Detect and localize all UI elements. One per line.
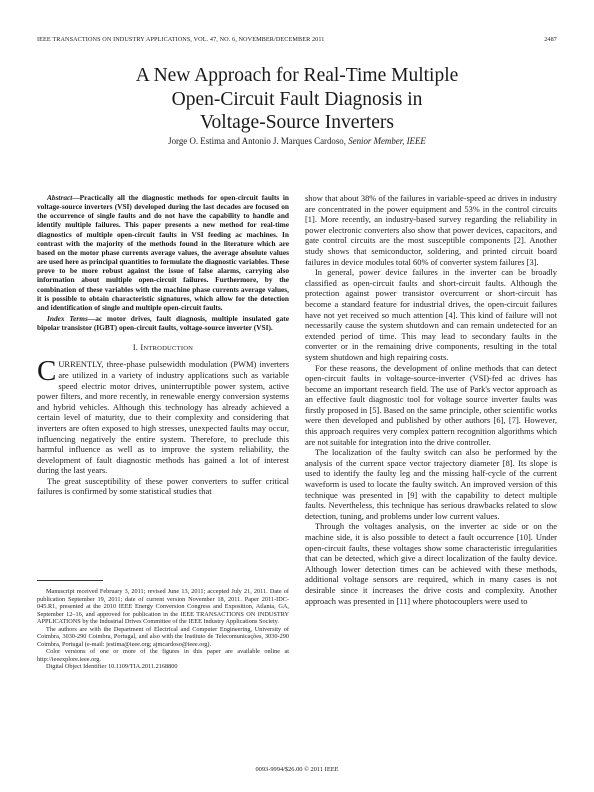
footnote-color: Color versions of one or more of the figures in this paper are available online at http://ieeexplore.ieee.org. (37, 648, 289, 663)
index-terms-lead: Index Terms (47, 314, 88, 324)
section-numeral: I. I (132, 343, 144, 353)
footnotes (37, 588, 289, 671)
abstract-text: —Practically all the diagnostic methods for open-circuit faults in voltage-source inverters (VSI) developed during the last decades are focused on the occurrence of single faults and do not have the capability to handle and identify multiple failures. This paper presents a new method for real-time diagnostics of multiple open-circuit faults in VSI feeding ac machines. In contrast with the majority of the methods found in the literature which are based on the motor phase currents average values, the average absolute values are used here as principal quantities to formulate the diagnostic variables. These prove to be more robust against the issue of false alarms, carrying also information about multiple open-circuit failures. Furthermore, by the combination of these variables with the machine phase currents average values, it is possible to obtain characteristic signatures, which allow for the detection and identification of single and multiple open-circuit faults. (37, 193, 289, 312)
intro-paragraph-3: show that about 38% of the failures in variable-speed ac drives in industry are concentrated in the power equipment and 53% in the control circuits [1]. More recently, an industry-based survey regarding the reliability in power electronic converters also show that power devices, capacitors, and gate control circuits are the most susceptible components [2]. Another study shows that semiconductor, soldering, and printed circuit board failures in device modules total 60% of converter system failures [3]. (305, 193, 557, 267)
footnote-doi: Digital Object Identifier 10.1109/TIA.2011.2168800 (46, 663, 178, 671)
journal-header: IEEE TRANSACTIONS ON INDUSTRY APPLICATIONS, VOL. 47, NO. 6, NOVEMBER/DECEMBER 2011 (37, 36, 325, 43)
drop-cap: C (37, 355, 57, 388)
right-column (305, 193, 557, 606)
author-names: Jorge O. Estima and Antonio J. Marques Cardoso, (168, 136, 346, 146)
left-column (37, 193, 289, 497)
footnote-divider (37, 580, 103, 581)
title-line-1: A New Approach for Real-Time Multiple (135, 65, 459, 86)
footnote-affiliation: The authors are with the Department of Electrical and Computer Engineering, University of Coimbra, 3030-290 Coimbra, Portugal, and also with the Instituto de Telecomunicações, 3030-290 Coimbra, Portugal (e-mail: jestima@ieee.org; ajmcardoso@ieee.org). (37, 625, 289, 648)
abstract (37, 193, 289, 312)
running-header (37, 36, 557, 46)
title-line-2: Open-Circuit Fault Diagnosis in (171, 88, 423, 110)
intro-paragraph-5: For these reasons, the development of online methods that can detect open-circuit faults in voltage-source-inverter (VSI)-fed ac drives has become an important research field. The use of Park's vector approach as an effective fault diagnostic tool for voltage source inverter faults was firstly proposed in [5]. Based on the same principle, other scientific works were then developed and published by other authors [6], [7]. However, this approach requires very complex pattern recognition algorithms which are not suitable for integration into the drive controller. (305, 362, 557, 447)
intro-paragraph-4: In general, power device failures in the inverter can be broadly classified as open-circuit faults and short-circuit faults. Although the protection against power transistor overcurrent or short-circuit has become a standard feature for industrial drives, the open-circuit failures have not yet received so much attention [4]. This kind of failure will not necessarily cause the system shutdown and can remain undetected for an extended period of time. This may lead to secondary faults in the converter or in the remaining drive components, resulting in the total system shutdown and high repairing costs. (305, 267, 557, 362)
section-heading-introduction (37, 343, 289, 352)
author-line (40, 136, 554, 146)
abstract-lead: Abstract (47, 193, 73, 202)
paper-title (60, 64, 534, 135)
intro-paragraph-2: The great susceptibility of these power converters to suffer critical failures is confirmed by some statistical studies that (37, 475, 289, 497)
author-grade: Senior Member, IEEE (348, 136, 426, 146)
index-terms-text: —ac motor drives, fault diagnosis, multiple insulated gate bipolar transistor (IGBT) open-circuit faults, voltage-source inverter (VSI). (37, 314, 289, 333)
intro-paragraph-1 (37, 355, 289, 476)
index-terms (37, 314, 289, 332)
intro-paragraph-7: Through the voltages analysis, on the inverter ac side or on the machine side, it is also possible to detect a fault occurrence [10]. Under open-circuit faults, these voltages show some characteristic irregularities that can be detected, which give a direct localization of the faulty device. Although lower detection times can be achieved with these methods, additional voltage sensors are required, which in many cases is not desirable since it increases the drive costs and complexity. Another approach was presented in [11] where photocouplers were used to (305, 521, 557, 606)
footnote-manuscript: Manuscript received February 3, 2011; revised June 13, 2011; accepted July 21, 2011. Date of publication September 19, 2011; date of current version November 18, 2011. Paper 2011-IDC-045.R1, presented at the 2010 IEEE Energy Conversion Congress and Exposition, Atlanta, GA, September 12–16, and approved for publication in the IEEE TRANSACTIONS ON INDUSTRY APPLICATIONS by the Industrial Drives Committee of the IEEE Industry Applications Society. (37, 588, 289, 626)
copyright-footer: 0093-9994/$26.00 © 2011 IEEE (255, 766, 339, 773)
section-heading-rest: NTRODUCTION (143, 345, 194, 353)
title-line-3: Voltage-Source Inverters (199, 112, 395, 133)
intro-paragraph-6: The localization of the faulty switch can also be performed by the analysis of the current space vector trajectory diameter [8]. Its slope is used to identify the faulty leg and the missing half-cycle of the current waveform is used to locate the faulty switch. An improved version of this technique was presented in [9] with the capability to detect multiple faults. Nevertheless, this technique has serious drawbacks related to slow detection, tuning, and problems under low current values. (305, 447, 557, 521)
intro-paragraph-1-text: URRENTLY, three-phase pulsewidth modulation (PWM) inverters are utilized in a variety of industry applications such as variable speed electric motor drives, uninterruptible power system, active power filters, and more recently, in renewable energy conversion systems and hybrid vehicles. Although this technology has already achieved a certain level of maturity, due to their complexity and considering that inverters are often exposed to high stresses, unexpected faults may occur, influencing negatively the entire system. Therefore, to preclude this harmful influence as well as to improve the system reliability, the development of fault diagnostic methods has gained a lot of interest during the last years. (37, 359, 289, 476)
page-number: 2487 (544, 36, 557, 43)
